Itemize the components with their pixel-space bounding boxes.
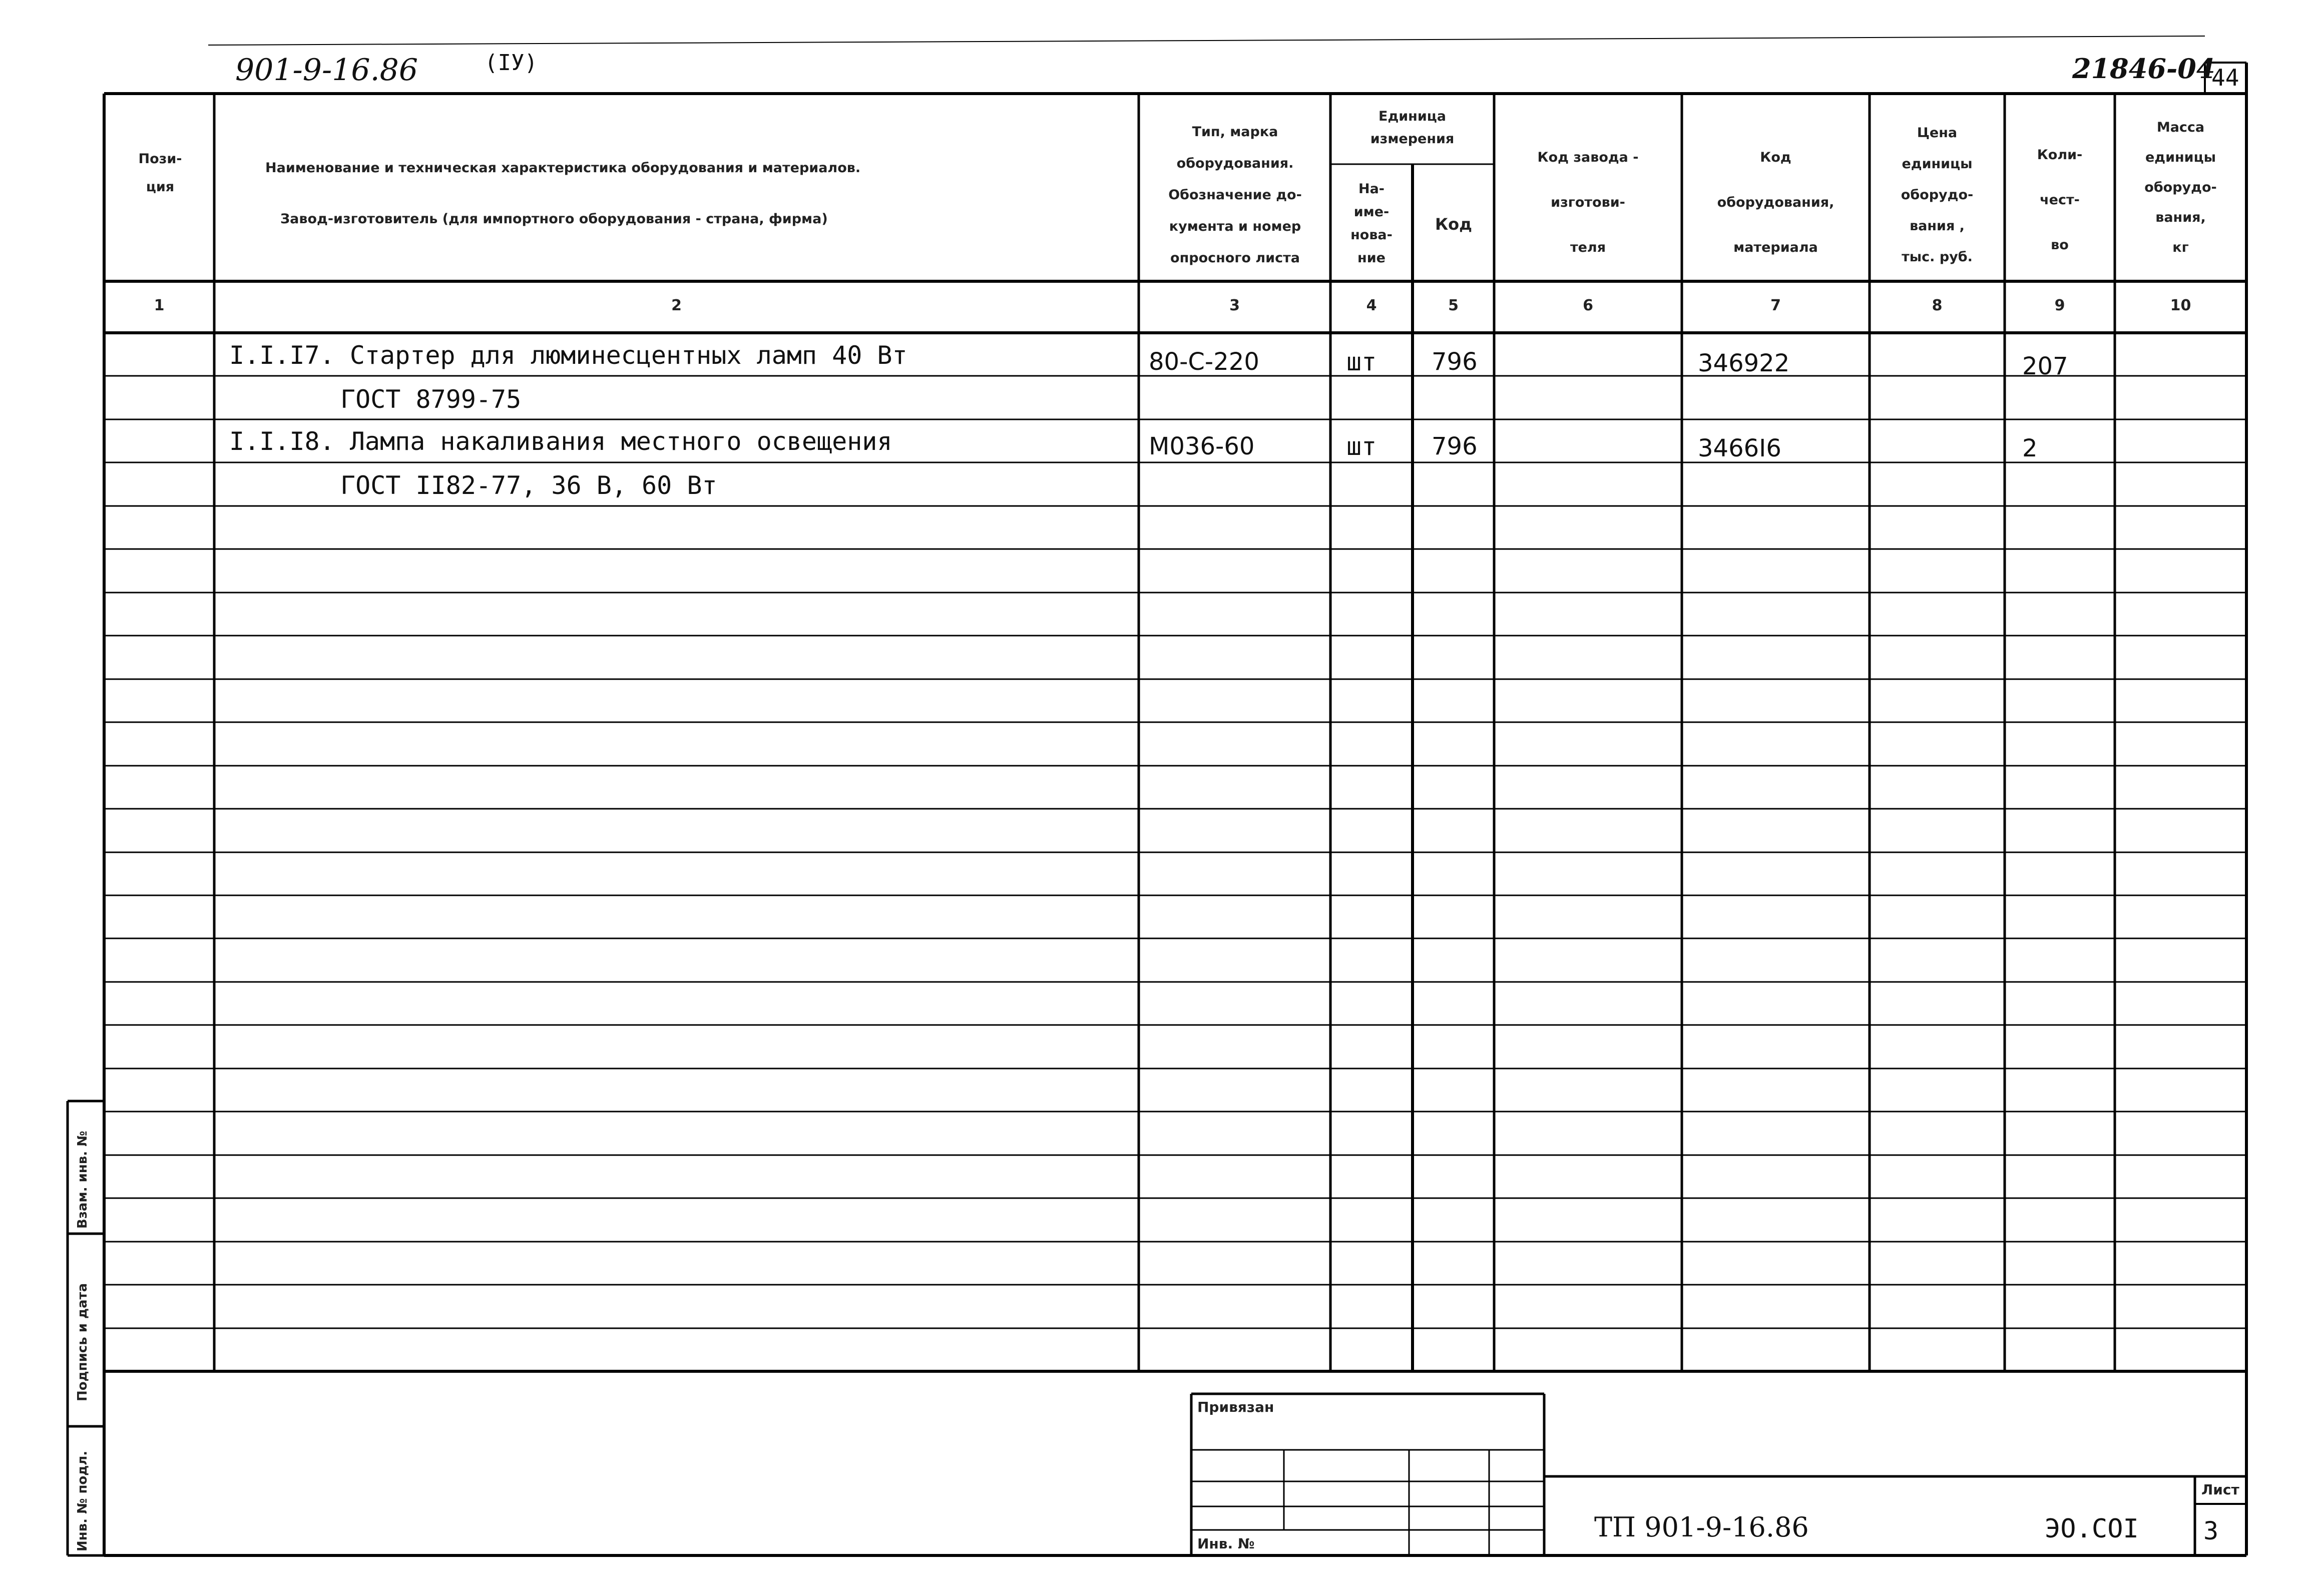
- stamp-sheet-label: Лист: [2201, 1481, 2239, 1498]
- header-name: Наименование и техническая характеристика оборудования и материалов. Завод-изготовитель (для импортного оборудования - страна, фирма): [265, 160, 861, 227]
- document-code-top-right: 21846-04: [2072, 53, 2215, 85]
- header-equipment-code: Код оборудования, материала: [1717, 150, 1834, 255]
- document-code-top-left: 901-9-16.86: [235, 53, 418, 88]
- header-unit-code: Код: [1435, 215, 1472, 234]
- item-unit-code: 796: [1432, 348, 1478, 376]
- header-type: Тип, марка оборудования. Обозначение до- кумента и номер опросного листа: [1168, 124, 1302, 266]
- item-quantity: 207: [2022, 352, 2068, 380]
- column-number: 9: [2054, 297, 2065, 314]
- item-type: М036-60: [1149, 432, 1255, 460]
- stamp-sheet-number: 3: [2203, 1516, 2219, 1545]
- side-label-replaced-inv: Взам. инв. №: [75, 1131, 90, 1229]
- column-number: 7: [1770, 297, 1781, 314]
- stamp-bound-label: Привязан: [1197, 1399, 1274, 1415]
- item-type: 80-С-220: [1149, 348, 1259, 376]
- header-unit: Единица измерения: [1370, 109, 1455, 147]
- header-unit-price: Цена единицы оборудо- вания , тыс. руб.: [1901, 125, 1974, 265]
- column-number: 5: [1448, 297, 1459, 314]
- stamp-section: ЭО.СОI: [2045, 1514, 2139, 1544]
- side-label-signature-date: Подпись и дата: [75, 1283, 90, 1401]
- header-unit-name: На- име- нова- ние: [1350, 181, 1393, 266]
- item-quantity: 2: [2022, 434, 2038, 462]
- column-number: 6: [1583, 297, 1593, 314]
- item-equipment-code: 3466I6: [1698, 434, 1781, 462]
- item-name: I.I.I7. Стартер для люминесцентных ламп 40 Вт: [229, 341, 907, 370]
- header-position: Пози- ция: [138, 151, 182, 195]
- header-unit-mass: Масса единицы оборудо- вания, кг: [2144, 120, 2217, 255]
- item-standard: ГОСТ II82-77, 36 В, 60 Вт: [340, 471, 717, 500]
- column-number: 3: [1229, 297, 1240, 314]
- album-number: (IУ): [485, 50, 538, 76]
- stamp-inv-label: Инв. №: [1197, 1535, 1255, 1552]
- item-unit-name: шт: [1346, 347, 1377, 376]
- column-number: 10: [2170, 297, 2191, 314]
- column-number: 1: [154, 297, 165, 314]
- item-unit-code: 796: [1432, 432, 1478, 460]
- column-number: 4: [1366, 297, 1377, 314]
- header-quantity: Коли- чест- во: [2037, 147, 2083, 253]
- side-label-original-inv: Инв. № подл.: [75, 1450, 90, 1551]
- stamp-document-code: ТП 901-9-16.86: [1594, 1511, 1809, 1543]
- column-number: 2: [671, 297, 682, 314]
- item-equipment-code: 346922: [1698, 349, 1790, 377]
- item-name: I.I.I8. Лампа накаливания местного освещения: [229, 427, 892, 456]
- column-number: 8: [1932, 297, 1943, 314]
- header-manufacturer-code: Код завода - изготови- теля: [1537, 150, 1639, 255]
- item-standard: ГОСТ 8799-75: [340, 385, 522, 414]
- item-unit-name: шт: [1346, 432, 1377, 461]
- page-number: 44: [2211, 64, 2239, 91]
